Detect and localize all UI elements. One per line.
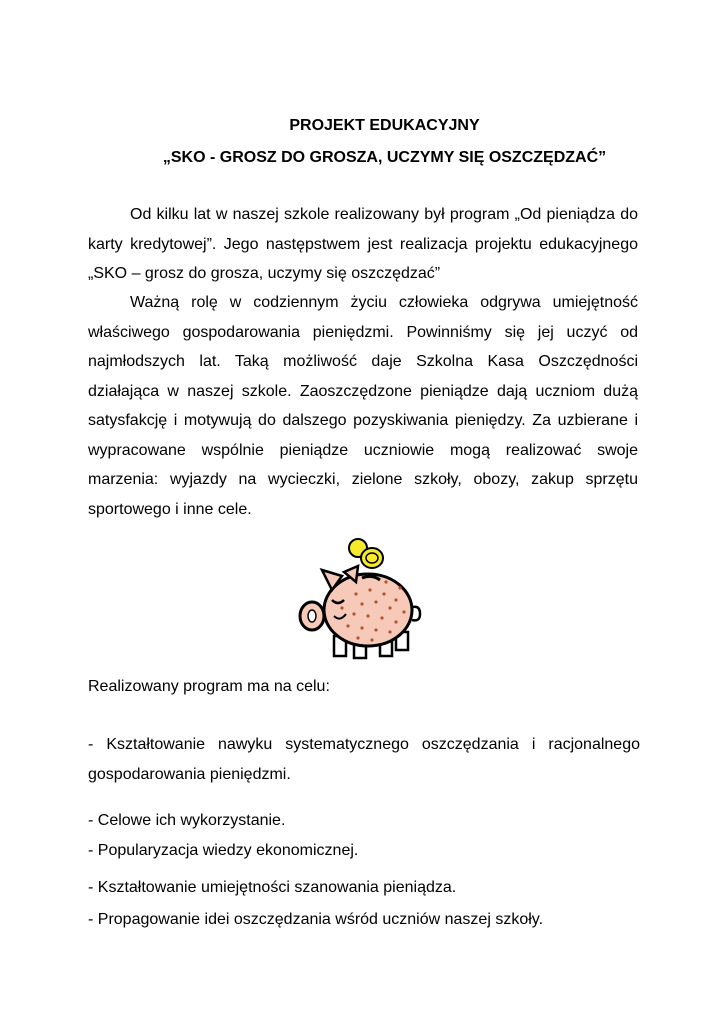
title-line-1: PROJEKT EDUKACYJNY — [289, 117, 480, 134]
title-line-2: „SKO - GROSZ DO GROSZA, UCZYMY SIĘ OSZCZĘDZAĆ” — [162, 149, 607, 166]
goal-item-1: - Kształtowanie nawyku systematycznego oszczędzania i racjonalnego gospodarowania pieniędzmi. — [88, 736, 640, 783]
goal-item-5: - Propagowanie idei oszczędzania wśród uczniów naszej szkoły. — [88, 911, 544, 928]
paragraph-intro — [88, 200, 638, 289]
goal-item-4: - Kształtowanie umiejętności szanowania pieniądza. — [88, 879, 457, 896]
paragraph-importance — [88, 288, 638, 524]
paragraph-importance-text: Ważną rolę w codziennym życiu człowieka odgrywa umiejętność właściwego gospodarowania pieniędzmi. Powinniśmy się jej uczyć od najmłodszych lat. Taką możliwość daje Szkolna Kasa Oszczędności działająca w naszej szkole. Zaoszczędzone pieniądze dają uczniom dużą satysfakcję i motywują do dalszego pozyskiwania pieniędzy. Za uzbierane i wypracowane wspólnie pieniądze uczniowie mogą realizować swoje marzenia: wyjazdy na wycieczki, zielone szkoły, obozy, zakup sprzętu sportowego i inne cele. — [88, 294, 638, 518]
goal-item-2: - Celowe ich wykorzystanie. — [88, 812, 286, 829]
goals-heading: Realizowany program ma na celu: — [88, 678, 330, 695]
goal-item-3: - Popularyzacja wiedzy ekonomicznej. — [88, 842, 359, 859]
piggy-bank-icon — [296, 538, 434, 666]
paragraph-intro-text: Od kilku lat w naszej szkole realizowany był program „Od pieniądza do karty kredytowej”. Jego następstwem jest realizacja projektu edukacyjnego „SKO – grosz do grosza, uczymy się oszczędzać” — [88, 206, 638, 282]
